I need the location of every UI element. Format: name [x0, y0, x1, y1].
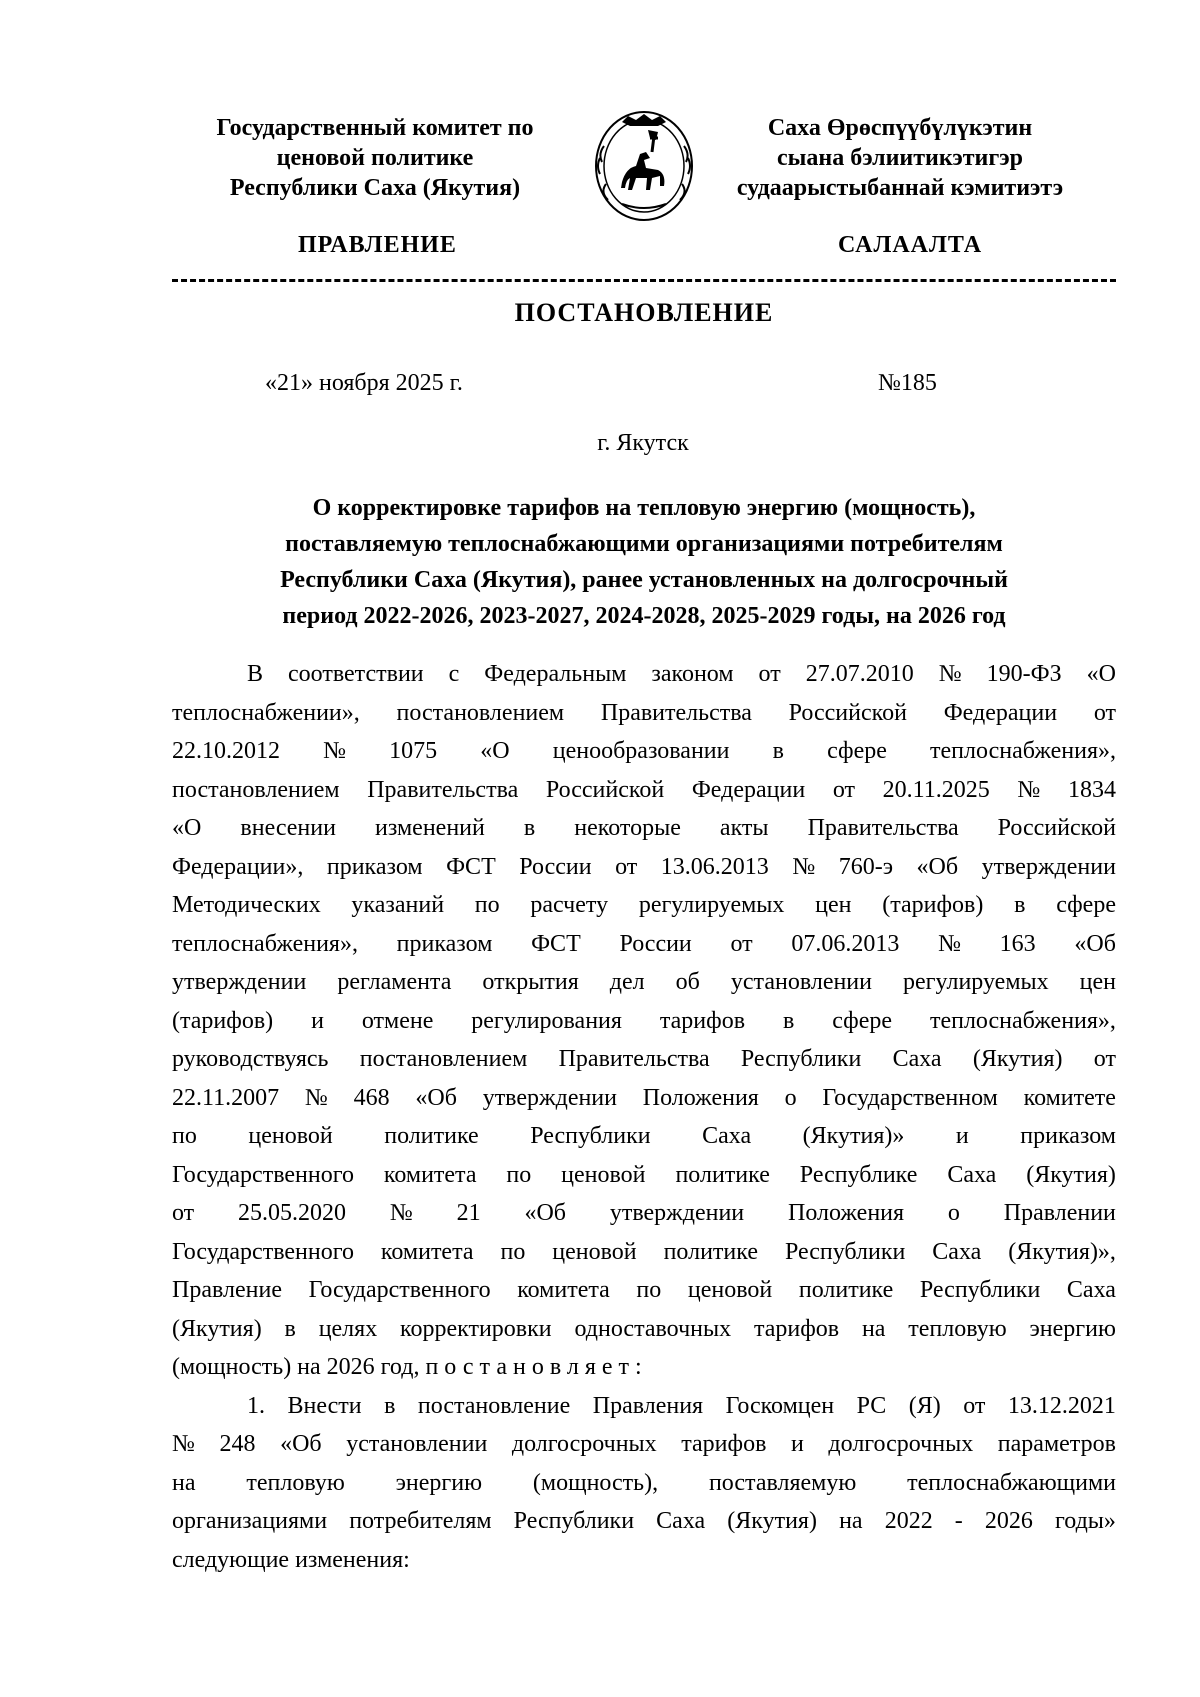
word: 27.07.2010 — [805, 661, 914, 687]
word: по — [474, 892, 500, 918]
header-left-line: Республики Саха (Якутия) — [229, 175, 521, 201]
word: утверждении — [172, 969, 307, 995]
word: ценообразовании — [552, 738, 730, 764]
word: отмене — [361, 1007, 434, 1034]
word: Российской — [545, 776, 665, 803]
text-line — [172, 694, 1116, 733]
header-right-line: судаарыстыбаннай кэмитиэтэ — [736, 175, 1064, 201]
word: расчету — [530, 892, 609, 918]
word: регулирования — [471, 1007, 622, 1034]
word: от — [1093, 1046, 1116, 1072]
word: Методических — [172, 892, 321, 918]
word: дел — [609, 969, 645, 995]
word: тепловую — [246, 1469, 345, 1496]
word: утверждении — [609, 1200, 745, 1226]
word: Государственного — [172, 1161, 354, 1188]
word: параметров — [997, 1431, 1116, 1457]
word: «О — [1086, 661, 1116, 687]
word: энергию — [395, 1469, 483, 1496]
word: от — [1093, 699, 1116, 726]
text-line — [172, 1387, 1116, 1426]
word: 248 — [219, 1431, 256, 1457]
word: 07.06.2013 — [791, 930, 900, 957]
word: Государственном — [822, 1084, 998, 1111]
word: долгосрочных — [828, 1431, 974, 1457]
separator-line — [172, 279, 1116, 282]
board-label-russian: ПРАВЛЕНИЕ — [298, 232, 457, 258]
word: Правительства — [367, 776, 519, 803]
word: 1075 — [389, 738, 438, 764]
word: (тарифов) — [172, 1007, 274, 1034]
word: Правление — [172, 1277, 282, 1303]
word: России — [619, 930, 692, 957]
coat-of-arms-emblem — [592, 108, 696, 224]
word: тарифов — [659, 1007, 746, 1034]
word: теплоснабжающими — [907, 1469, 1116, 1496]
header-right-line: Саха Өрөспүүбүлүкэтин — [767, 115, 1033, 141]
word: (Якутия)», — [1008, 1238, 1116, 1265]
word: «Об — [916, 853, 959, 880]
word: России — [519, 853, 592, 880]
word: политике — [663, 1238, 758, 1265]
word: в — [772, 738, 784, 764]
word: Государственного — [308, 1277, 491, 1303]
word: 22.11.2007 — [172, 1084, 280, 1111]
word: поставляемую — [708, 1469, 857, 1496]
word: «Об — [524, 1200, 566, 1226]
text-line — [172, 925, 1116, 964]
word: 13.12.2021 — [1007, 1392, 1116, 1419]
word: руководствуясь — [172, 1046, 329, 1072]
word: Правлении — [1003, 1200, 1116, 1226]
word: (Я) — [908, 1392, 941, 1419]
text-line — [172, 1502, 1116, 1541]
word: от — [758, 661, 781, 687]
text-line — [172, 1233, 1116, 1272]
text-line — [172, 771, 1116, 810]
document-number: №185 — [878, 370, 937, 396]
word: «О — [480, 738, 510, 764]
word: Российской — [788, 699, 907, 726]
committee-name-russian — [195, 113, 555, 203]
word: от — [172, 1200, 195, 1226]
word: Положения — [642, 1084, 759, 1111]
word: 468 — [353, 1084, 390, 1111]
word: корректировки — [400, 1315, 552, 1342]
word: изменений — [375, 815, 485, 841]
word: 760-э — [838, 853, 894, 880]
word: сфере — [827, 738, 887, 764]
word: Федерации», — [172, 853, 304, 880]
word: Саха — [892, 1046, 942, 1072]
word: 21 — [456, 1200, 481, 1226]
word: организациями — [172, 1508, 328, 1534]
word: № — [792, 853, 816, 880]
word: указаний — [351, 892, 445, 918]
word: Саха — [1066, 1277, 1116, 1303]
word: 20.11.2025 — [882, 776, 990, 803]
resolves-word: постановляет: — [425, 1354, 648, 1380]
word: тарифов — [681, 1431, 767, 1457]
word: Республики — [919, 1277, 1041, 1303]
word: с — [448, 661, 460, 687]
text-line — [172, 1194, 1116, 1233]
word: № — [323, 738, 347, 764]
word: 2026 — [984, 1508, 1033, 1534]
word: Республики — [530, 1123, 651, 1149]
subject-line: период 2022-2026, 2023-2027, 2024-2028, 2025-2029 годы, на 2026 год — [282, 603, 1006, 629]
word: в — [523, 815, 536, 841]
word: открытия — [482, 969, 579, 995]
subject-line: Республики Саха (Якутия), ранее установленных на долгосрочный — [280, 567, 1008, 593]
word: по — [506, 1161, 532, 1188]
word: комитете — [1023, 1084, 1116, 1111]
text-line — [172, 1156, 1116, 1195]
word: и — [955, 1123, 969, 1149]
word: цен — [1079, 969, 1116, 995]
word: (тарифов) — [882, 892, 984, 918]
word: приказом — [326, 853, 423, 880]
word: сфере — [1056, 892, 1116, 918]
word: Республике — [799, 1161, 918, 1188]
word: Федеральным — [484, 661, 627, 687]
subject-line: поставляемую теплоснабжающими организациями потребителям — [285, 531, 1003, 557]
preamble-last-line — [172, 1348, 1116, 1387]
word: постановление — [417, 1392, 571, 1419]
word: тарифов — [753, 1315, 840, 1342]
word: 13.06.2013 — [660, 853, 769, 880]
word: теплоснабжении», — [172, 699, 360, 726]
word: регулируемых — [638, 892, 785, 918]
word: ценовой — [687, 1277, 773, 1303]
word: от — [615, 853, 638, 880]
word: Правительства — [807, 815, 959, 841]
word: регулируемых — [903, 969, 1049, 995]
header-left-line: Государственный комитет по — [216, 115, 534, 141]
word: комитета — [517, 1277, 610, 1303]
subject-line: О корректировке тарифов на тепловую энергию (мощность), — [312, 495, 976, 521]
text-line — [172, 1464, 1116, 1503]
word: (Якутия) — [727, 1508, 817, 1534]
word: 163 — [999, 930, 1036, 957]
word: 1834 — [1067, 776, 1116, 803]
word: «Об — [1074, 930, 1116, 957]
word: (Якутия) — [1026, 1161, 1116, 1188]
committee-name-yakut — [720, 113, 1080, 203]
word: ценовой — [248, 1123, 333, 1149]
document-type-title: ПОСТАНОВЛЕНИЕ — [514, 298, 774, 327]
word: и — [791, 1431, 804, 1457]
word: утверждении — [482, 1084, 617, 1111]
word: в — [284, 1315, 296, 1342]
word: на — [861, 1315, 886, 1342]
word: приказом — [396, 930, 493, 957]
word: об — [675, 969, 700, 995]
document-body — [172, 655, 1116, 1579]
document-date: «21» ноября 2025 г. — [265, 370, 463, 396]
word: Федерации — [691, 776, 806, 803]
word: сфере — [832, 1007, 893, 1034]
word: № — [938, 930, 961, 957]
word: регламента — [337, 969, 452, 995]
word: утверждении — [981, 853, 1116, 880]
word: Государственного — [172, 1238, 354, 1265]
word: Саха — [932, 1238, 982, 1265]
word: на — [172, 1469, 196, 1496]
word: 190-ФЗ — [986, 661, 1062, 687]
word: от — [730, 930, 753, 957]
item-1-paragraph — [172, 1387, 1116, 1580]
word: постановлением — [172, 776, 340, 803]
word: Положения — [788, 1200, 905, 1226]
word: (мощность), — [532, 1469, 659, 1496]
word: - — [954, 1508, 963, 1534]
word: (Якутия) — [172, 1315, 262, 1342]
word: по — [500, 1238, 526, 1265]
word: РС — [856, 1392, 887, 1419]
word: комитета — [383, 1161, 477, 1188]
word: по — [636, 1277, 662, 1303]
word: теплоснабжения», — [172, 930, 358, 957]
word: от — [832, 776, 855, 803]
header-right-line: сыана бэлиитикэтигэр — [776, 145, 1023, 171]
word: Федерации — [943, 699, 1058, 726]
word: на — [839, 1508, 863, 1534]
word: «Об — [280, 1431, 322, 1457]
word: одноставочных — [574, 1315, 732, 1342]
word: в — [782, 1007, 795, 1034]
word: № — [938, 661, 962, 687]
text-line — [172, 1117, 1116, 1156]
word: В — [247, 661, 264, 687]
word: Республики — [784, 1238, 906, 1265]
word: тепловую — [908, 1315, 1007, 1342]
text-line — [172, 1002, 1116, 1041]
word: Правительства — [600, 699, 752, 726]
word: «Об — [415, 1084, 457, 1111]
text-line — [172, 848, 1116, 887]
word: о — [947, 1200, 960, 1226]
word: целях — [318, 1315, 378, 1342]
word: теплоснабжения», — [929, 1007, 1116, 1034]
word: 1. — [247, 1392, 265, 1419]
word: политике — [798, 1277, 894, 1303]
word: № — [172, 1431, 195, 1457]
word: долгосрочных — [511, 1431, 657, 1457]
word: Саха — [702, 1123, 752, 1149]
text-line — [172, 1271, 1116, 1310]
word: постановлением — [359, 1046, 528, 1072]
word: акты — [719, 815, 769, 841]
word: № — [304, 1084, 328, 1111]
word: ценовой — [561, 1161, 646, 1188]
text-line — [172, 732, 1116, 771]
word: Республики — [740, 1046, 862, 1072]
text-line — [172, 809, 1116, 848]
word: № — [389, 1200, 413, 1226]
word: установлении — [730, 969, 872, 995]
word: ФСТ — [446, 853, 496, 880]
word: постановлением — [396, 699, 565, 726]
word: 25.05.2020 — [238, 1200, 347, 1226]
word: о — [784, 1084, 797, 1111]
text-line — [172, 886, 1116, 925]
text-line — [172, 1310, 1116, 1349]
text-line — [172, 1079, 1116, 1118]
word: по — [172, 1123, 197, 1149]
word: Саха — [656, 1508, 706, 1534]
word: ценовой — [552, 1238, 637, 1265]
word: политике — [675, 1161, 770, 1188]
text-line — [172, 655, 1116, 694]
word: годы» — [1055, 1508, 1116, 1534]
word: «О — [172, 815, 202, 841]
word: некоторые — [574, 815, 681, 841]
document-subject — [172, 490, 1116, 634]
header-left-line: ценовой политике — [276, 145, 474, 171]
preamble-paragraph — [172, 655, 1116, 1348]
word: приказом — [1020, 1123, 1116, 1149]
word: комитета — [380, 1238, 474, 1265]
word: Правительства — [558, 1046, 710, 1072]
word: потребителям — [349, 1508, 492, 1534]
document-city: г. Якутск — [597, 430, 689, 456]
word: в — [384, 1392, 396, 1419]
word: Госкомцен — [725, 1392, 835, 1419]
text-line — [172, 1040, 1116, 1079]
word: от — [963, 1392, 986, 1419]
text-line — [172, 963, 1116, 1002]
word: № — [1017, 776, 1041, 803]
text-line: следующие изменения: — [172, 1546, 410, 1573]
text-line — [172, 1425, 1116, 1464]
preamble-last-text: (мощность) на 2026 год, — [172, 1354, 420, 1380]
word: ФСТ — [531, 930, 581, 957]
word: Правления — [592, 1392, 704, 1419]
word: Российской — [997, 815, 1116, 841]
word: законом — [651, 661, 734, 687]
word: внесении — [240, 815, 336, 841]
word: 22.10.2012 — [172, 738, 280, 764]
word: соответствии — [288, 661, 424, 687]
word: установлении — [346, 1431, 488, 1457]
board-label-yakut: САЛААЛТА — [838, 232, 983, 258]
word: теплоснабжения», — [930, 738, 1116, 764]
word: в — [1014, 892, 1026, 918]
word: Внести — [287, 1392, 362, 1419]
word: политике — [384, 1123, 479, 1149]
word: Саха — [947, 1161, 997, 1188]
word: (Якутия)» — [802, 1123, 905, 1149]
word: и — [311, 1007, 324, 1034]
word: 2022 — [884, 1508, 933, 1534]
word: (Якутия) — [972, 1046, 1063, 1072]
word: энергию — [1029, 1315, 1116, 1342]
word: Республики — [513, 1508, 635, 1534]
word: цен — [815, 892, 852, 918]
